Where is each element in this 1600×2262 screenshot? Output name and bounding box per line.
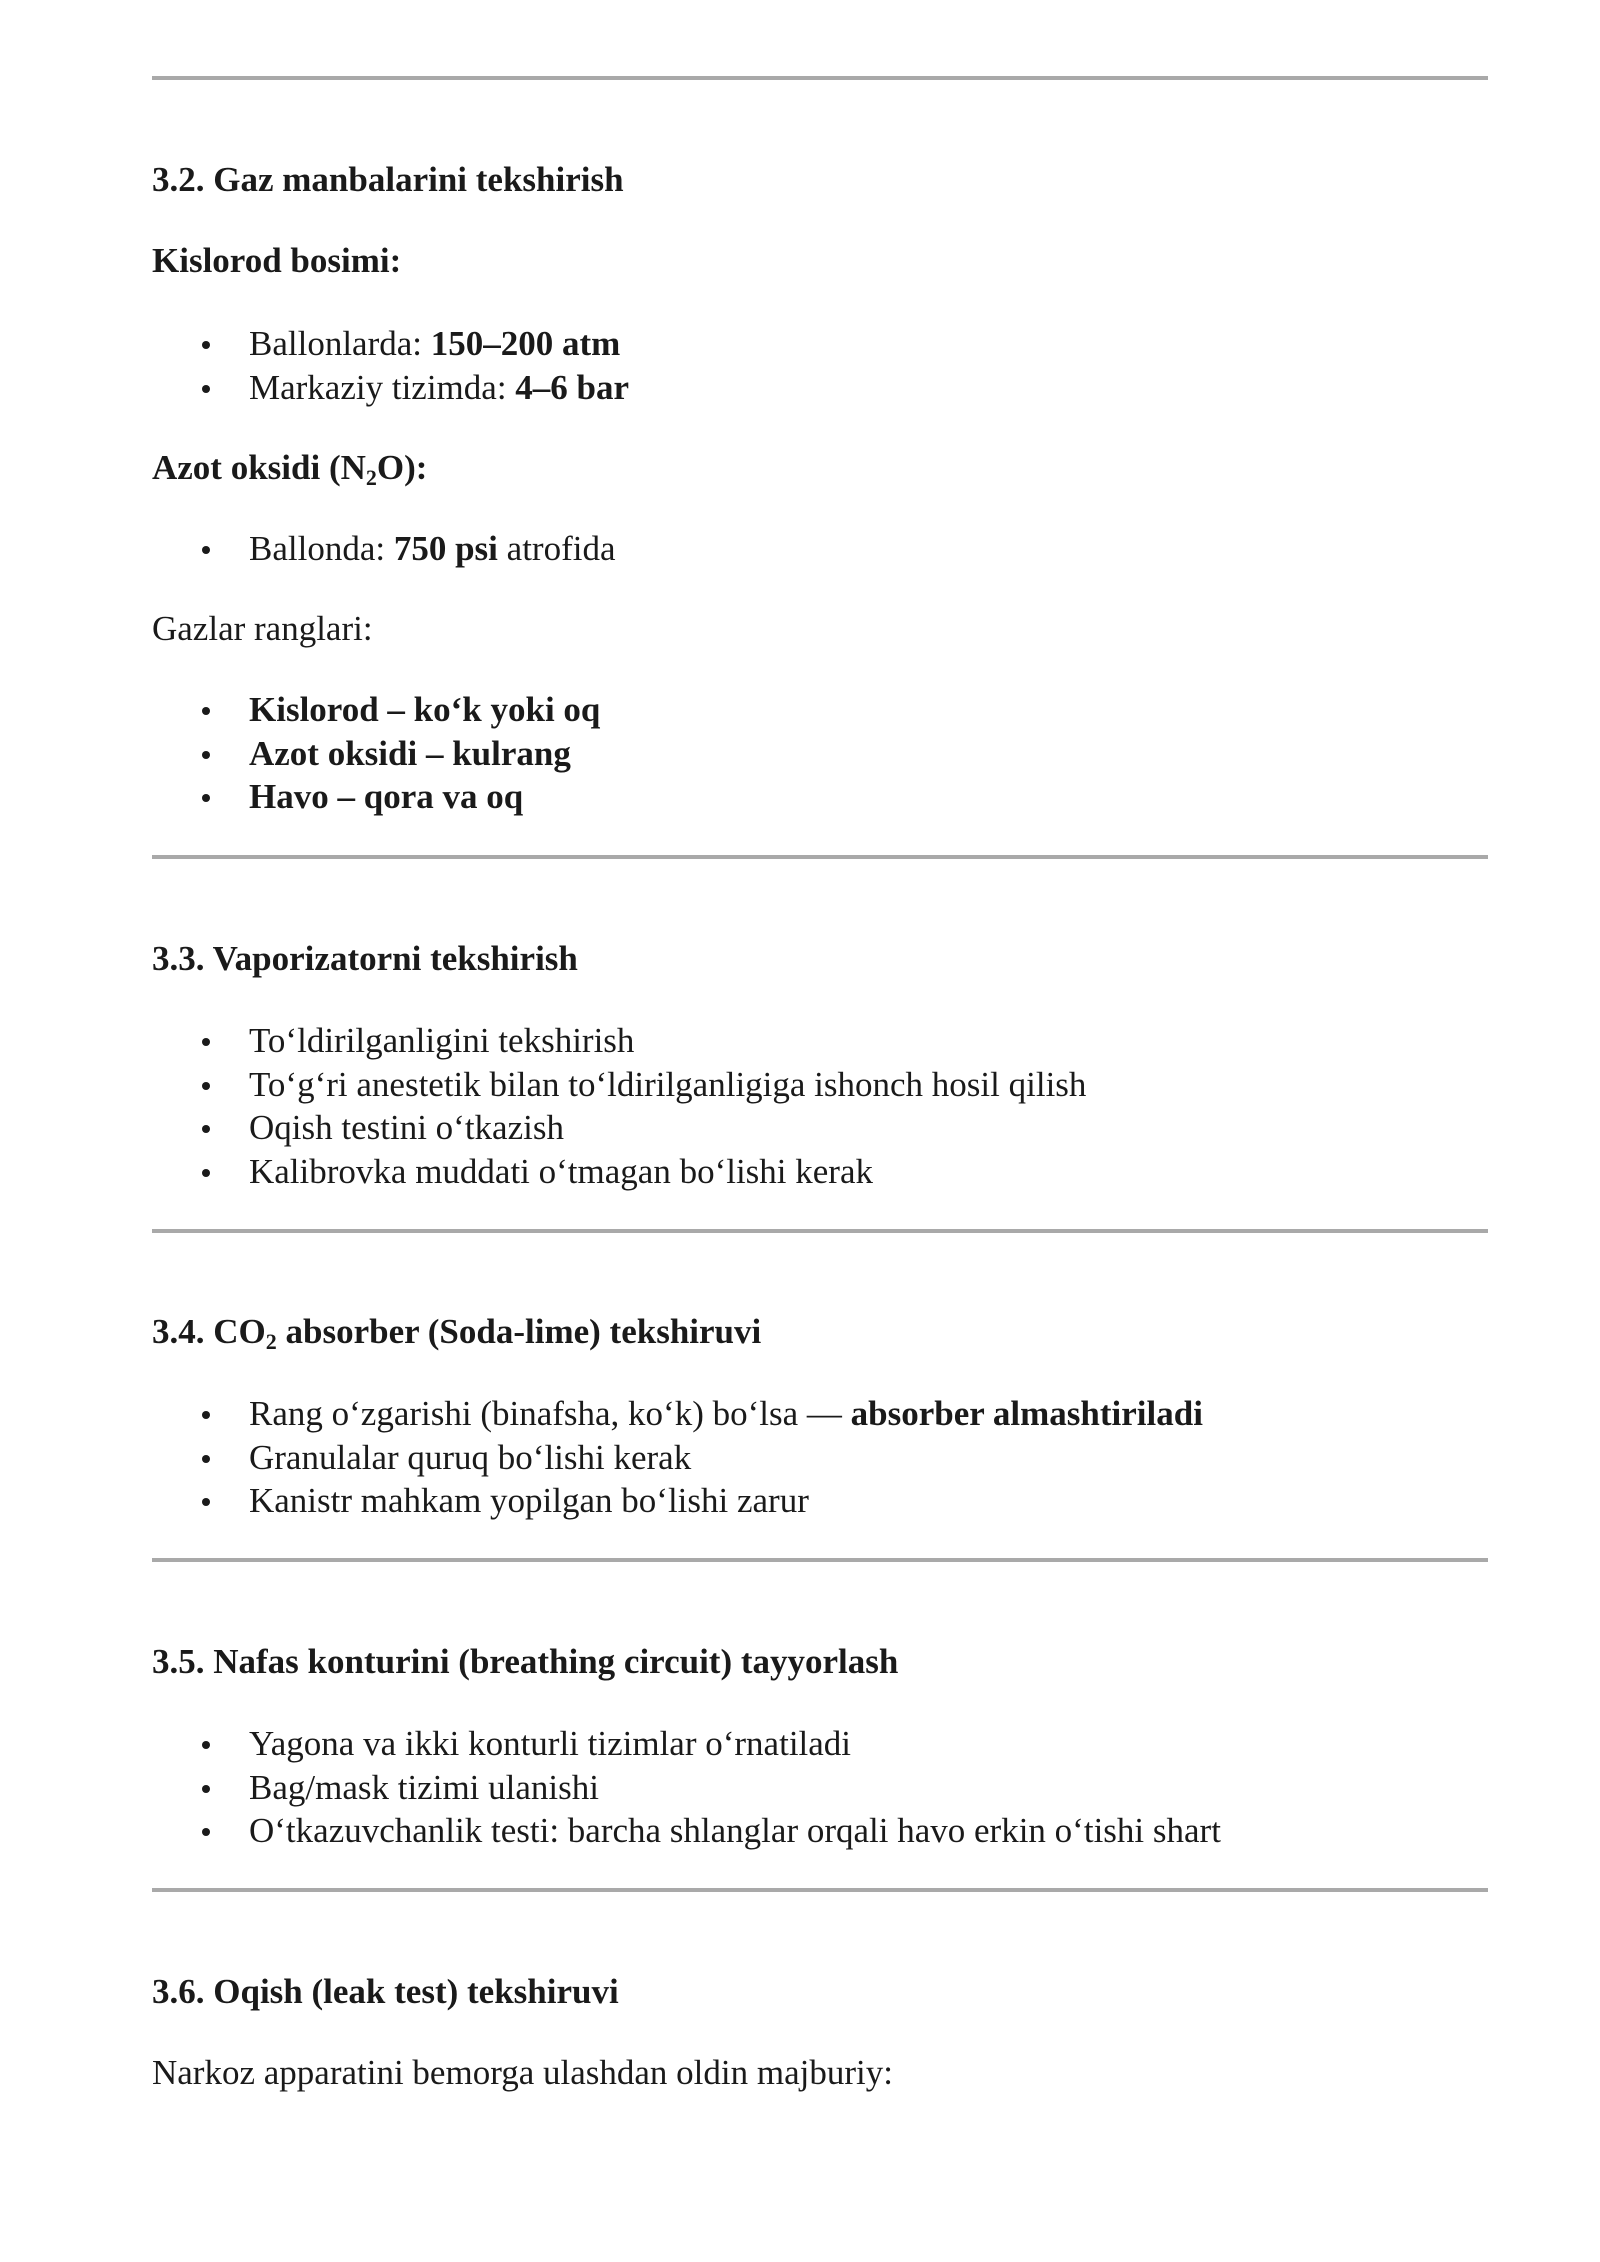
- section-heading-3-6: 3.6. Oqish (leak test) tekshiruvi: [152, 1972, 619, 2011]
- list-item: Ballonda: 750 psi atrofida: [152, 527, 615, 571]
- divider: [152, 855, 1488, 859]
- list-item: Havo – qora va oq: [152, 775, 600, 819]
- nitrous-oxide-list: [152, 527, 615, 571]
- section-heading-3-5: 3.5. Nafas konturini (breathing circuit) tayyorlash: [152, 1642, 899, 1681]
- divider: [152, 76, 1488, 80]
- section-heading-3-2: 3.2. Gaz manbalarini tekshirish: [152, 160, 624, 199]
- breathing-circuit-list: [152, 1722, 1221, 1853]
- list-item: Bag/mask tizimi ulanishi: [152, 1766, 1221, 1810]
- list-item: Rang o‘zgarishi (binafsha, ko‘k) bo‘lsa — absorber almashtiriladi: [152, 1392, 1203, 1436]
- list-item: Ballonlarda: 150–200 atm: [152, 322, 629, 366]
- section-heading-3-4: 3.4. $CO_2$ absorber (Soda-lime) tekshiruvi: [152, 1312, 762, 1354]
- list-item: To‘g‘ri anestetik bilan to‘ldirilganligiga ishonch hosil qilish: [152, 1063, 1086, 1107]
- list-item: Markaziy tizimda: 4–6 bar: [152, 366, 629, 410]
- divider: [152, 1558, 1488, 1562]
- divider: [152, 1229, 1488, 1233]
- list-item: Granulalar quruq bo‘lishi kerak: [152, 1436, 1203, 1480]
- absorber-check-list: [152, 1392, 1203, 1523]
- list-item: To‘ldirilganligini tekshirish: [152, 1019, 1086, 1063]
- divider: [152, 1888, 1488, 1892]
- list-item: Kislorod – ko‘k yoki oq: [152, 688, 600, 732]
- oxygen-pressure-list: [152, 322, 629, 409]
- list-item: Kanistr mahkam yopilgan bo‘lishi zarur: [152, 1479, 1203, 1523]
- gas-colors-list: [152, 688, 600, 819]
- list-item: Kalibrovka muddati o‘tmagan bo‘lishi kerak: [152, 1150, 1086, 1194]
- gas-colors-title: Gazlar ranglari:: [152, 609, 373, 648]
- list-item: Azot oksidi – kulrang: [152, 732, 600, 776]
- list-item: O‘tkazuvchanlik testi: barcha shlanglar orqali havo erkin o‘tishi shart: [152, 1809, 1221, 1853]
- section-heading-3-3: 3.3. Vaporizatorni tekshirish: [152, 939, 578, 978]
- oxygen-pressure-title: Kislorod bosimi:: [152, 241, 402, 280]
- leak-test-intro: Narkoz apparatini bemorga ulashdan oldin majburiy:: [152, 2053, 893, 2092]
- nitrous-oxide-title: Azot oksidi $(N_2O)$:: [152, 448, 428, 490]
- vaporizer-check-list: [152, 1019, 1086, 1193]
- list-item: Yagona va ikki konturli tizimlar o‘rnatiladi: [152, 1722, 1221, 1766]
- list-item: Oqish testini o‘tkazish: [152, 1106, 1086, 1150]
